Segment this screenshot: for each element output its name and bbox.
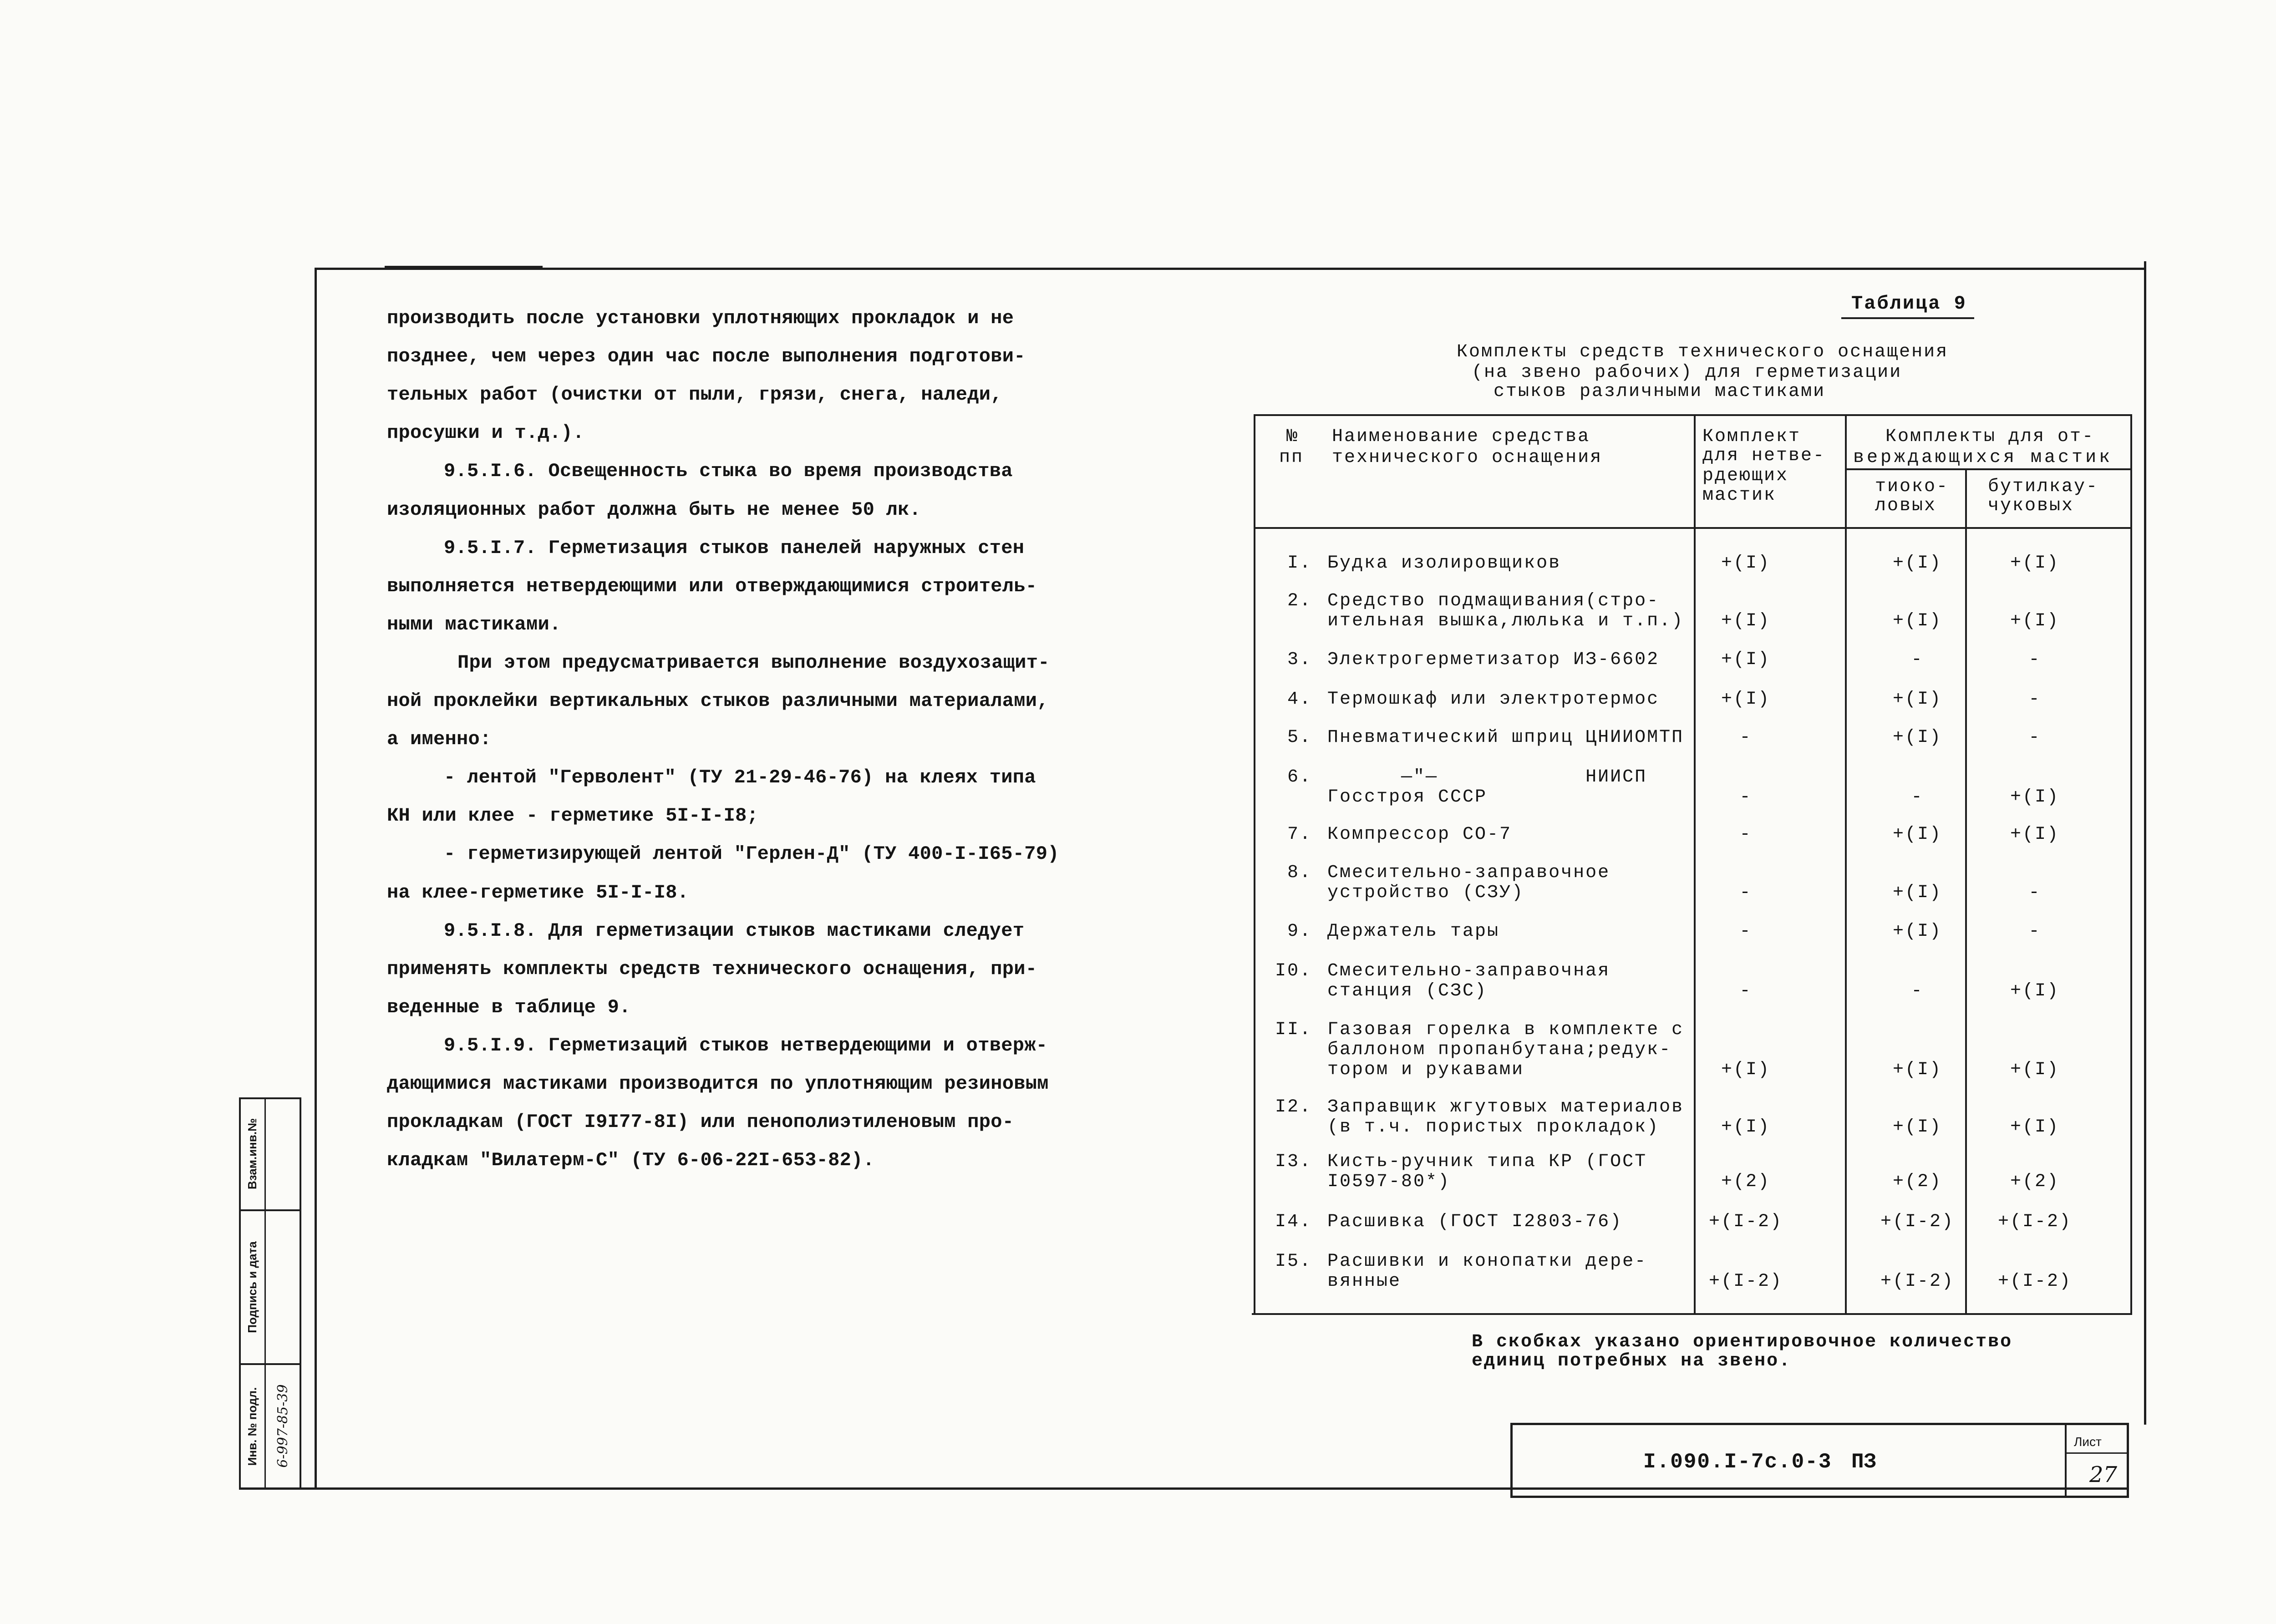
- body-line: дающимися мастиками производится по уплотняющим резиновым: [387, 1073, 1049, 1095]
- row-value-non-hardening: -: [1739, 787, 1752, 807]
- header-non-hardening: Комплект: [1702, 426, 1801, 447]
- row-number: 7.: [1287, 824, 1312, 845]
- inv-no-value: 6-997-85-39: [274, 1384, 291, 1468]
- replaced-inv-label: Взам.инв.№: [245, 1118, 259, 1190]
- row-name-line: Расшивки и конопатки дере-: [1327, 1251, 1647, 1272]
- row-name-line: Смесительно-заправочное: [1327, 863, 1610, 883]
- table-border-right: [2130, 414, 2132, 1315]
- row-name-line: Газовая горелка в комплекте с: [1327, 1020, 1684, 1040]
- row-value-butyl: +(I): [2010, 981, 2059, 1001]
- sheet-cell-divider: [2065, 1423, 2067, 1498]
- row-value-thiokol: +(I-2): [1880, 1271, 1955, 1292]
- row-value-thiokol: -: [1911, 787, 1924, 807]
- row-name-line: Электрогерметизатор ИЗ-6602: [1327, 650, 1660, 670]
- body-line: тельных работ (очистки от пыли, грязи, снега, наледи,: [387, 384, 1002, 406]
- row-value-thiokol: +(I): [1892, 1117, 1942, 1137]
- frame-top-line: [315, 268, 2146, 270]
- title-block-right: [2127, 1423, 2129, 1498]
- frame-bottom-line: [239, 1487, 2129, 1490]
- sheet-label: Лист: [2074, 1435, 2102, 1449]
- row-name-line: Заправщик жгутовых материалов: [1327, 1097, 1684, 1117]
- row-number: I2.: [1275, 1097, 1312, 1117]
- row-number: 6.: [1287, 767, 1312, 787]
- document-code: I.090.I-7c.0-3: [1643, 1450, 1832, 1474]
- row-value-non-hardening: -: [1739, 727, 1752, 748]
- row-number: 3.: [1287, 650, 1312, 670]
- body-line: а именно:: [387, 728, 492, 751]
- table-title-line: Комплекты средств технического оснащения: [1457, 342, 1949, 362]
- body-line: 9.5.I.7. Герметизация стыков панелей наружных стен: [444, 537, 1025, 559]
- row-value-non-hardening: -: [1739, 824, 1752, 845]
- body-line: производить после установки уплотняющих прокладок и не: [387, 307, 1014, 329]
- row-value-butyl: -: [2028, 883, 2041, 903]
- row-value-non-hardening: +(I): [1721, 1060, 1770, 1080]
- row-name-line: станция (СЗС): [1327, 981, 1488, 1001]
- row-name-line: Пневматический шприц ЦНИИОМТП: [1327, 727, 1684, 748]
- row-name-line: Компрессор СО-7: [1327, 824, 1512, 845]
- body-line: просушки и т.д.).: [387, 422, 584, 444]
- header-hardening-group: Комплекты для от-: [1885, 426, 2095, 447]
- row-value-non-hardening: -: [1739, 921, 1752, 942]
- header-butyl: чуковых: [1988, 496, 2074, 516]
- row-value-non-hardening: +(I): [1721, 650, 1770, 670]
- header-thiokol: тиоко-: [1875, 477, 1949, 497]
- row-value-butyl: -: [2028, 689, 2041, 710]
- row-value-non-hardening: +(2): [1721, 1172, 1770, 1192]
- frame-left-line: [315, 268, 317, 1490]
- row-name-line: Госстроя СССР: [1327, 787, 1488, 807]
- header-thiokol: ловых: [1875, 496, 1937, 516]
- table-title-line: стыков различными мастиками: [1494, 381, 1826, 402]
- row-value-butyl: -: [2028, 650, 2041, 670]
- row-number: 2.: [1287, 591, 1312, 611]
- sheet-number: 27: [2089, 1462, 2118, 1487]
- row-value-non-hardening: -: [1739, 981, 1752, 1001]
- row-name-line: Расшивка (ГОСТ I2803-76): [1327, 1212, 1623, 1232]
- row-value-thiokol: -: [1911, 650, 1924, 670]
- row-value-butyl: -: [2028, 921, 2041, 942]
- row-number: I.: [1287, 553, 1312, 573]
- body-line: - лентой "Герволент" (ТУ 21-29-46-76) на клеях типа: [444, 766, 1036, 789]
- row-name-line: тором и рукавами: [1327, 1060, 1524, 1080]
- row-value-non-hardening: +(I): [1721, 611, 1770, 631]
- table-note-line: единиц потребных на звено.: [1472, 1351, 1792, 1371]
- row-value-non-hardening: +(I): [1721, 1117, 1770, 1137]
- row-number: 8.: [1287, 863, 1312, 883]
- title-block-left: [1510, 1423, 1513, 1498]
- row-number: II.: [1275, 1020, 1312, 1040]
- frame-right-line: [2144, 261, 2146, 1425]
- body-line: ной проклейки вертикальных стыков различными материалами,: [387, 690, 1049, 712]
- table-caption: Таблица 9: [1851, 293, 1967, 315]
- header-num: №: [1286, 426, 1299, 447]
- row-number: I5.: [1275, 1251, 1312, 1272]
- header-non-hardening: рдеющих: [1702, 466, 1789, 486]
- body-line: ными мастиками.: [387, 613, 561, 635]
- row-value-thiokol: +(2): [1892, 1172, 1942, 1192]
- row-value-butyl: +(I): [2010, 787, 2059, 807]
- row-value-butyl: +(I): [2010, 611, 2059, 631]
- row-value-thiokol: +(I): [1892, 611, 1942, 631]
- row-value-butyl: -: [2028, 727, 2041, 748]
- row-value-thiokol: +(I-2): [1880, 1212, 1955, 1232]
- body-line: - герметизирующей лентой "Герлен-Д" (ТУ 400-I-I65-79): [444, 843, 1059, 865]
- table-border-top: [1255, 414, 2132, 416]
- row-name-line: Средство подмащивания(стро-: [1327, 591, 1660, 611]
- row-value-butyl: +(I): [2010, 1060, 2059, 1080]
- row-value-non-hardening: -: [1739, 883, 1752, 903]
- body-line: 9.5.I.8. Для герметизации стыков мастиками следует: [444, 919, 1025, 942]
- row-value-non-hardening: +(I-2): [1708, 1212, 1783, 1232]
- row-value-thiokol: +(I): [1892, 553, 1942, 573]
- header-non-hardening: для нетве-: [1702, 446, 1826, 466]
- frame-top-thick-segment: [385, 266, 543, 270]
- document-type: ПЗ: [1851, 1450, 1877, 1474]
- body-line: веденные в таблице 9.: [387, 996, 631, 1018]
- row-name-line: баллоном пропанбутана;редук-: [1327, 1040, 1672, 1060]
- table-header-bottom: [1255, 527, 2131, 529]
- row-value-thiokol: +(I): [1892, 689, 1942, 710]
- row-name-line: устройство (СЗУ): [1327, 883, 1524, 903]
- header-butyl: бутилкау-: [1988, 477, 2099, 497]
- row-value-non-hardening: +(I): [1721, 689, 1770, 710]
- sheet-cell-line: [2066, 1452, 2128, 1454]
- header-non-hardening: мастик: [1702, 485, 1777, 506]
- row-value-butyl: +(2): [2010, 1172, 2059, 1192]
- body-line: применять комплекты средств технического оснащения, при-: [387, 958, 1037, 980]
- row-name-line: Держатель тары: [1327, 921, 1500, 942]
- row-value-thiokol: +(I): [1892, 824, 1942, 845]
- signature-date-label: Подпись и дата: [245, 1241, 259, 1333]
- table-border-bottom: [1252, 1313, 2132, 1315]
- table-title-line: (на звено рабочих) для герметизации: [1472, 362, 1902, 383]
- row-name-line: Кисть-ручник типа КР (ГОСТ: [1327, 1152, 1647, 1172]
- row-value-butyl: +(I): [2010, 553, 2059, 573]
- row-value-thiokol: -: [1911, 981, 1924, 1001]
- body-line: выполняется нетвердеющими или отверждающимися строитель-: [387, 575, 1037, 597]
- row-number: 5.: [1287, 727, 1312, 748]
- body-line: 9.5.I.6. Освещенность стыка во время производства: [444, 460, 1013, 482]
- title-block-bottom: [1511, 1496, 2129, 1498]
- table-note-line: В скобках указано ориентировочное количество: [1472, 1332, 2013, 1352]
- row-name-line: ительная вышка,люлька и т.п.): [1327, 611, 1684, 631]
- row-value-non-hardening: +(I): [1721, 553, 1770, 573]
- title-block-top: [1511, 1423, 2129, 1425]
- body-line: позднее, чем через один час после выполнения подготови-: [387, 345, 1026, 368]
- row-number: I3.: [1275, 1152, 1312, 1172]
- body-line: 9.5.I.9. Герметизаций стыков нетвердеющими и отверж-: [444, 1034, 1048, 1056]
- header-hardening-group: верждающихся мастик: [1853, 447, 2113, 468]
- row-value-non-hardening: +(I-2): [1708, 1271, 1783, 1292]
- header-name: технического оснащения: [1332, 447, 1603, 468]
- body-line: кладкам "Вилатерм-С" (ТУ 6-06-22I-653-82).: [387, 1149, 875, 1172]
- body-line: изоляционных работ должна быть не менее 50 лк.: [387, 498, 921, 521]
- table-caption-underline: [1841, 317, 1974, 319]
- row-number: 9.: [1287, 921, 1312, 942]
- row-number: I0.: [1275, 961, 1312, 981]
- row-number: I4.: [1275, 1212, 1312, 1232]
- row-value-butyl: +(I-2): [1997, 1271, 2072, 1292]
- table-subheader-line: [1846, 468, 2131, 470]
- row-name-line: вянные: [1327, 1271, 1402, 1292]
- row-name-line: Будка изолировщиков: [1327, 553, 1561, 573]
- stamp-border-right: [300, 1097, 301, 1490]
- header-name: Наименование средства: [1332, 426, 1590, 447]
- body-line: При этом предусматривается выполнение воздухозащит-: [457, 651, 1050, 674]
- row-name-line: —"— НИИСП: [1327, 767, 1647, 787]
- row-value-butyl: +(I-2): [1997, 1212, 2072, 1232]
- body-line: КН или клее - герметике 5I-I-I8;: [387, 805, 759, 827]
- row-name-line: (в т.ч. пористых прокладок): [1327, 1117, 1660, 1137]
- row-value-butyl: +(I): [2010, 1117, 2059, 1137]
- row-number: 4.: [1287, 689, 1312, 710]
- row-value-butyl: +(I): [2010, 824, 2059, 845]
- row-name-line: Смесительно-заправочная: [1327, 961, 1610, 981]
- inv-no-label: Инв. № подл.: [245, 1387, 259, 1466]
- row-name-line: I0597-80*): [1327, 1172, 1451, 1192]
- body-line: прокладкам (ГОСТ I9I77-8I) или пенополиэтиленовым про-: [387, 1111, 1014, 1133]
- row-value-thiokol: +(I): [1892, 1060, 1942, 1080]
- table-col-divider: [1845, 414, 1847, 1314]
- row-name-line: Термошкаф или электротермос: [1327, 689, 1660, 710]
- header-num: пп: [1279, 447, 1304, 468]
- row-value-thiokol: +(I): [1892, 883, 1942, 903]
- row-value-thiokol: +(I): [1892, 921, 1942, 942]
- body-line: на клее-герметике 5I-I-I8.: [387, 881, 689, 903]
- row-value-thiokol: +(I): [1892, 727, 1942, 748]
